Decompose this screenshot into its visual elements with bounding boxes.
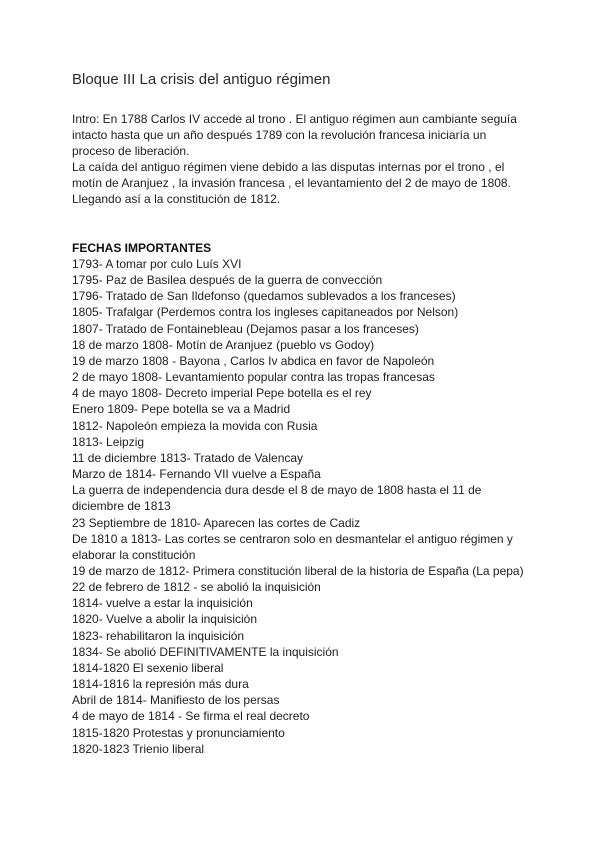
date-entry: De 1810 a 1813- Las cortes se centraron solo en desmantelar el antiguo régimen y elaborar la constitución <box>72 531 513 562</box>
date-entry: 22 de febrero de 1812 - se abolió la inquisición <box>72 580 321 595</box>
date-entry: 1815-1820 Protestas y pronunciamiento <box>72 725 285 740</box>
date-entry: 1820- Vuelve a abolir la inquisición <box>72 612 258 627</box>
date-entry: 1814-1816 la represión más dura <box>72 677 249 692</box>
date-entry: 18 de marzo 1808- Motín de Aranjuez (pueblo vs Godoy) <box>72 337 375 352</box>
date-entry: 1795- Paz de Basilea después de la guerra de convección <box>72 273 383 288</box>
date-entry: Marzo de 1814- Fernando VII vuelve a España <box>72 467 321 482</box>
date-entry: 1812- Napoleón empieza la movida con Rusia <box>72 418 318 433</box>
date-entry: 1834- Se abolió DEFINITIVAMENTE la inquisición <box>72 644 339 659</box>
date-entry: 4 de mayo de 1814 - Se firma el real decreto <box>72 709 310 724</box>
document-title: Bloque III La crisis del antiguo régimen <box>72 71 331 88</box>
intro-paragraph: La caída del antiguo régimen viene debido a las disputas internas por el trono , el motín de Aranjuez , la invasión francesa , el levantamiento del 2 de mayo de 1808. Llegando así a la constitución de 1812. <box>72 160 511 206</box>
date-entry: Enero 1809- Pepe botella se va a Madrid <box>72 402 291 417</box>
date-entry: 11 de diciembre 1813- Tratado de Valencay <box>72 450 304 465</box>
date-entry: 4 de mayo 1808- Decreto imperial Pepe botella es el rey <box>72 386 372 401</box>
date-entry: 1807- Tratado de Fontainebleau (Dejamos pasar a los franceses) <box>72 321 419 336</box>
date-entry: 19 de marzo 1808 - Bayona , Carlos Iv abdica en favor de Napoleón <box>72 353 435 368</box>
date-entry: Abril de 1814- Manifiesto de los persas <box>72 693 280 708</box>
date-entry: 1805- Trafalgar (Perdemos contra los ingleses capitaneados por Nelson) <box>72 305 459 320</box>
date-entry: 1823- rehabilitaron la inquisición <box>72 628 245 643</box>
date-entry: 2 de mayo 1808- Levantamiento popular contra las tropas francesas <box>72 370 435 385</box>
date-entry: La guerra de independencia dura desde el 8 de mayo de 1808 hasta el 11 de diciembre de 1813 <box>72 483 482 514</box>
date-entry: 1820-1823 Trienio liberal <box>72 741 205 756</box>
intro-section <box>72 111 532 207</box>
date-entry: 1796- Tratado de San Ildefonso (quedamos sublevados a los franceses) <box>72 289 456 304</box>
important-dates-list <box>72 256 532 757</box>
date-entry: 23 Septiembre de 1810- Aparecen las cortes de Cadiz <box>72 515 361 530</box>
date-entry: 1793- A tomar por culo Luís XVI <box>72 257 242 271</box>
date-entry: 1814-1820 El sexenio liberal <box>72 660 224 675</box>
intro-paragraph: Intro: En 1788 Carlos IV accede al trono . El antiguo régimen aun cambiante seguía intacto hasta que un año después 1789 con la revolución francesa iniciaría un proceso de liberación. <box>72 112 517 158</box>
section-heading: FECHAS IMPORTANTES <box>72 241 212 255</box>
date-entry: 19 de marzo de 1812- Primera constitución liberal de la historia de España (La pepa) <box>72 563 524 578</box>
date-entry: 1814- vuelve a estar la inquisición <box>72 596 253 611</box>
date-entry: 1813- Leipzig <box>72 434 145 449</box>
